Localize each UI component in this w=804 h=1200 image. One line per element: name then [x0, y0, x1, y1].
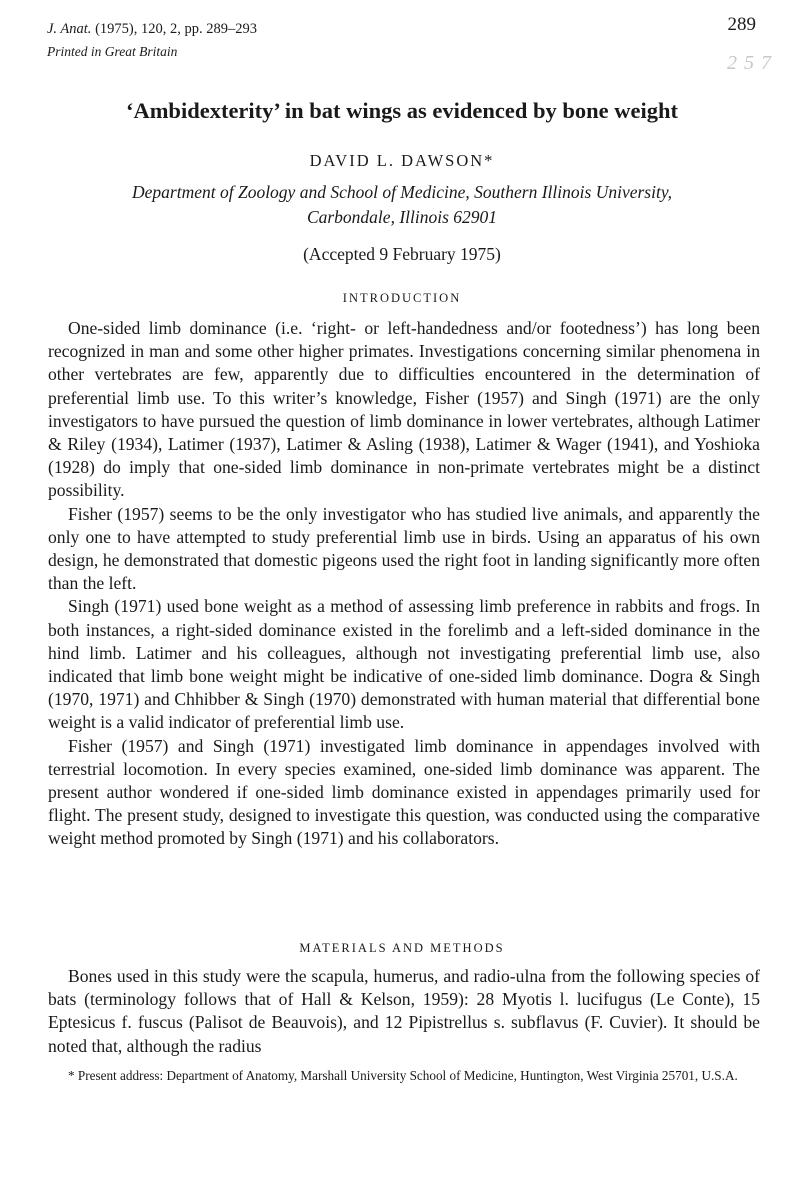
methods-heading: MATERIALS AND METHODS: [299, 941, 505, 955]
journal-name: J. Anat.: [47, 21, 92, 37]
affiliation-line-2: Carbondale, Illinois 62901: [306, 207, 498, 227]
page-number: 289: [727, 14, 756, 35]
intro-paragraph-2: Fisher (1957) seems to be the only investigator who has studied live animals, and apparently the only one to have attempted to study preferential limb use in birds. Using an apparatus of his own design, he demonstrated that domestic pigeons used the right foot in landing significantly more often than the left.: [48, 503, 760, 594]
accepted-date: (Accepted 9 February 1975): [303, 244, 501, 264]
introduction-heading: INTRODUCTION: [342, 291, 462, 305]
affiliation: [40, 180, 764, 230]
intro-paragraph-3: Singh (1971) used bone weight as a method of assessing limb preference in rabbits and frogs. In both instances, a right-sided dominance existed in the forelimb and a left-sided dominance in the hind limb. Latimer and his colleagues, although not investigating preferential limb use, also indicated that limb bone weight might be indicative of one-sided limb dominance. Dogra & Singh (1970, 1971) and Chhibber & Singh (1970) demonstrated with human material that differential bone weight is a valid indicator of preferential limb use.: [48, 596, 760, 733]
author-name: DAVID L. DAWSON*: [309, 151, 495, 170]
footnote: * Present address: Department of Anatomy, Marshall University School of Medicine, Huntington, West Virginia 25701, U.S.A.: [68, 1068, 738, 1083]
printed-note: Printed in Great Britain: [47, 44, 178, 59]
introduction-body: [48, 317, 760, 851]
methods-body: [48, 965, 760, 1058]
intro-paragraph-4: Fisher (1957) and Singh (1971) investigated limb dominance in appendages involved with terrestrial locomotion. In every species examined, one-sided limb dominance was apparent. The present author wondered if one-sided limb dominance existed in appendages primarily used for flight. The present study, designed to investigate this question, was conducted using the comparative weight method promoted by Singh (1971) and his collaborators.: [48, 735, 760, 849]
methods-paragraph-1: Bones used in this study were the scapula, humerus, and radio-ulna from the following species of bats (terminology follows that of Hall & Kelson, 1959): 28 Myotis l. lucifugus (Le Conte), 15 Eptesicus f. fuscus (Palisot de Beauvois), and 12 Pipistrellus s. subflavus (F. Cuvier). It should be noted that, although the radius: [48, 966, 760, 1056]
paper-title: ‘Ambidexterity’ in bat wings as evidenced by bone weight: [125, 98, 679, 123]
running-head: [47, 18, 257, 40]
intro-paragraph-1: One-sided limb dominance (i.e. ‘right- or left-handedness and/or footedness’) has long been recognized in man and some other higher primates. Investigations concerning similar phenomena in other vertebrates are few, apparently due to difficulties encountered in the determination of preferential limb use. To this writer’s knowledge, Fisher (1957) and Singh (1971) are the only investigators to have pursued the question of limb dominance in lower vertebrates, although Latimer & Riley (1934), Latimer (1937), Latimer & Asling (1938), Latimer & Wager (1941), and Yoshioka (1928) do imply that one-sided limb dominance in non-primate vertebrates might be a distinct possibility.: [48, 318, 760, 501]
affiliation-line-1: Department of Zoology and School of Medicine, Southern Illinois University,: [132, 182, 672, 202]
pencil-annotation: 2 5 7: [727, 52, 772, 74]
journal-citation: (1975), 120, 2, pp. 289–293: [95, 21, 257, 37]
